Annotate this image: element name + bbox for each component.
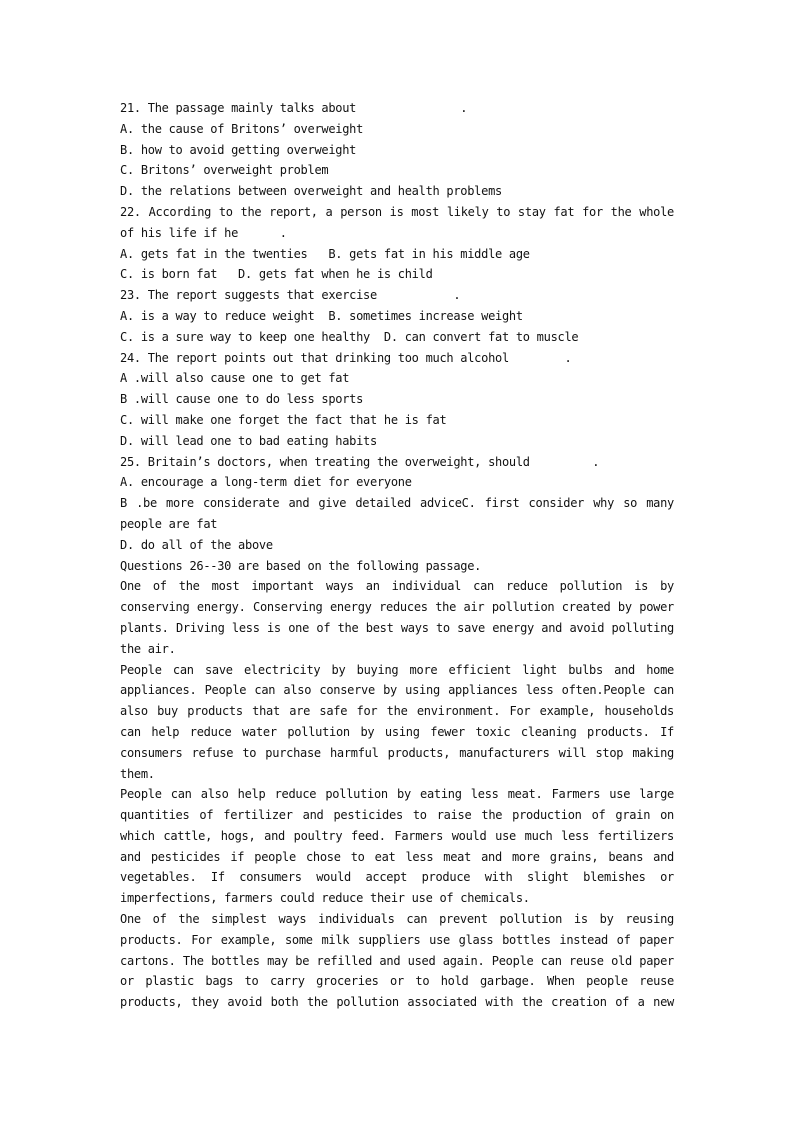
text-line: C. is a sure way to keep one healthy D. can convert fat to muscle <box>120 329 579 344</box>
text-line: A .will also cause one to get fat <box>120 371 350 386</box>
text-line: 23. The report suggests that exercise . <box>120 288 461 303</box>
text-line: the air. <box>120 641 176 656</box>
text-line: A. encourage a long-term diet for everyone <box>120 475 412 490</box>
text-line: D. will lead one to bad eating habits <box>120 433 377 448</box>
text-line: People can save electricity by buying more efficient light bulbs and home <box>120 662 674 677</box>
text-line: also buy products that are safe for the environment. For example, households <box>120 704 674 719</box>
text-line: C. will make one forget the fact that he is fat <box>120 412 447 427</box>
text-line: Questions 26--30 are based on the following passage. <box>120 558 482 573</box>
text-line: products. For example, some milk suppliers use glass bottles instead of paper <box>120 932 674 947</box>
text-line: B. how to avoid getting overweight <box>120 142 357 157</box>
text-line: 21. The passage mainly talks about . <box>120 101 468 115</box>
text-line: consumers refuse to purchase harmful products, manufacturers will stop making <box>120 745 674 760</box>
text-line: and pesticides if people chose to eat less meat and more grains, beans and <box>120 849 674 864</box>
text-line: products, they avoid both the pollution associated with the creation of a new <box>120 995 674 1010</box>
text-line: or plastic bags to carry groceries or to hold garbage. When people reuse <box>120 974 674 989</box>
text-line: quantities of fertilizer and pesticides to raise the production of grain on <box>120 808 674 823</box>
text-line: 25. Britain’s doctors, when treating the overweight, should . <box>120 454 600 469</box>
text-line: One of the most important ways an individual can reduce pollution is by <box>120 579 674 594</box>
text-line: B .will cause one to do less sports <box>120 392 364 407</box>
text-line: can help reduce water pollution by using fewer toxic cleaning products. If <box>120 724 674 739</box>
text-line: A. gets fat in the twenties B. gets fat in his middle age <box>120 246 530 261</box>
text-line: People can also help reduce pollution by eating less meat. Farmers use large <box>120 787 674 802</box>
text-line: C. Britons’ overweight problem <box>120 163 329 178</box>
text-line: which cattle, hogs, and poultry feed. Farmers would use much less fertilizers <box>120 828 674 843</box>
text-line: conserving energy. Conserving energy reduces the air pollution created by power <box>120 600 674 615</box>
text-line: people are fat <box>120 516 218 531</box>
text-line: D. do all of the above <box>120 537 273 552</box>
text-line: D. the relations between overweight and health problems <box>120 184 502 199</box>
text-line: B .be more considerate and give detailed adviceC. first consider why so many <box>120 496 674 511</box>
text-line: of his life if he . <box>120 225 287 240</box>
text-line: imperfections, farmers could reduce their use of chemicals. <box>120 891 530 906</box>
text-line: them. <box>120 766 155 781</box>
text-line: 24. The report points out that drinking too much alcohol . <box>120 350 572 365</box>
text-line: vegetables. If consumers would accept produce with slight blemishes or <box>120 870 674 885</box>
text-line: plants. Driving less is one of the best ways to save energy and avoid polluting <box>120 620 674 635</box>
text-line: cartons. The bottles may be refilled and used again. People can reuse old paper <box>120 953 674 968</box>
text-line: 22. According to the report, a person is most likely to stay fat for the whole <box>120 204 674 219</box>
text-line: A. is a way to reduce weight B. sometimes increase weight <box>120 308 523 323</box>
text-line: A. the cause of Britons’ overweight <box>120 121 364 136</box>
text-line: One of the simplest ways individuals can prevent pollution is by reusing <box>120 912 674 927</box>
text-line: C. is born fat D. gets fat when he is child <box>120 267 433 282</box>
text-line: appliances. People can also conserve by using appliances less often.People can <box>120 683 674 698</box>
document-page <box>120 98 674 1013</box>
